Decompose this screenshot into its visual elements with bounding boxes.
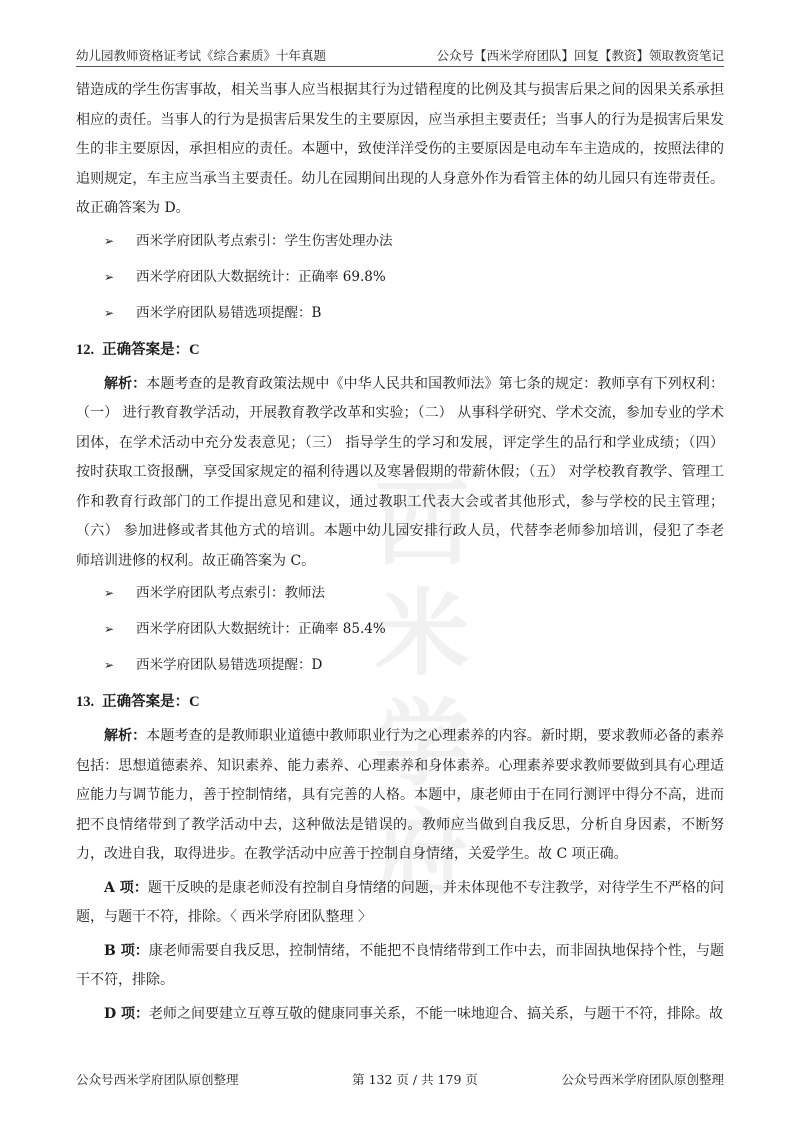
question-number: 13. xyxy=(76,694,95,711)
bullet-item: ➢ 西米学府团队易错选项提醒：D xyxy=(76,648,724,684)
option-text: 康老师需要自我反思，控制情绪，不能把不良情绪带到工作中去，而非固执地保持个性，与题干不符，排除。 xyxy=(76,942,724,988)
analysis-label: 解析： xyxy=(104,728,147,744)
option-label: A 项： xyxy=(104,879,148,896)
arrow-bullet-icon: ➢ xyxy=(104,658,115,673)
page-footer xyxy=(76,1070,724,1088)
bullet-item: ➢ 西米学府团队考点索引：教师法 xyxy=(76,576,724,612)
bullet-item: ➢ 西米学府团队考点索引：学生伤害处理办法 xyxy=(76,224,724,260)
header-divider xyxy=(76,66,724,67)
arrow-bullet-icon: ➢ xyxy=(104,586,115,601)
question-answer-title: 正确答案是：C xyxy=(102,694,200,711)
arrow-bullet-icon: ➢ xyxy=(104,269,115,284)
footer-left: 公众号西米学府团队原创整理 xyxy=(76,1072,239,1087)
header-left-title: 幼儿园教师资格证考试《综合素质》十年真题 xyxy=(76,48,327,63)
q12-bullets xyxy=(76,576,724,684)
question-13-analysis xyxy=(76,722,724,870)
bullet-item: ➢ 西米学府团队大数据统计：正确率 69.8% xyxy=(76,260,724,296)
intro-paragraph: 错造成的学生伤害事故，相关当事人应当根据其行为过错程度的比例及其与损害后果之间的因果关系承担相应的责任。当事人的行为是损害后果发生的主要原因，应当承担主要责任；当事人的行为是损害后果发生的非主要原因，承担相应的责任。本题中，致使洋洋受伤的主要原因是电动车车主造成的，按照法律的追则规定，车主应当承当主要责任。幼儿在园期间出现的人身意外作为看管主体的幼儿园只有连带责任。故正确答案为 D。 xyxy=(76,82,724,216)
page-number: 第 132 页 / 共 179 页 xyxy=(352,1072,478,1087)
header-right-note: 公众号【西米学府团队】回复【教资】领取教资笔记 xyxy=(436,48,724,63)
q11-bullets xyxy=(76,224,724,332)
bullet-item: ➢ 西米学府团队大数据统计：正确率 85.4% xyxy=(76,612,724,648)
option-d-analysis xyxy=(76,1000,724,1030)
option-text: 题干反映的是康老师没有控制自身情绪的问题，并未体现他不专注教学，对待学生不严格的问题，与题干不符，排除。〈 西米学府团队整理 〉 xyxy=(76,879,724,925)
option-text: 老师之间要建立互尊互敬的健康同事关系，不能一味地迎合、搞关系，与题干不符，排除。故 xyxy=(149,1005,724,1022)
option-b-analysis xyxy=(76,937,724,996)
page-header xyxy=(76,44,724,66)
question-12-analysis xyxy=(76,370,724,577)
option-label: D 项： xyxy=(104,1005,150,1022)
watermark-logo: 西米 学府 xyxy=(375,470,470,909)
analysis-label: 解析： xyxy=(104,375,147,392)
analysis-text: 本题考查的是教育政策法规中《中华人民共和国教师法》第七条的规定：教师享有下列权利：（一） 进行教育教学活动，开展教育教学改革和实验；（二） 从事科学研究、学术交流，参加专业的学术团体，在学术活动中充分发表意见；（三） 指导学生的学习和发展，评定学生的品行和学业成绩；（四） 按时获取工资报酬，享受国家规定的福利待遇以及寒暑假期的带薪休假；（五） 对学校教育教学、管理工作和教育行政部门的工作提出意见和建议，通过教职工代表大会或者其他形式，参与学校的民主管理；（六） 参加进修或者其他方式的培训。本题中幼儿园安排行政人员，代替李老师参加培训，侵犯了李老师培训进修的权利。故正确答案为 C。 xyxy=(76,375,724,569)
arrow-bullet-icon: ➢ xyxy=(104,305,115,320)
analysis-text: 本题考查的是教师职业道德中教师职业行为之心理素养的内容。新时期，要求教师必备的素养包括：思想道德素养、知识素养、能力素养、心理素养和身体素养。心理素养要求教师要做到具有心理适应能力与调节能力，善于控制情绪，具有完善的人格。本题中，康老师由于在同行测评中得分不高，进而把不良情绪带到了教学活动中去，这种做法是错误的。教师应当做到自我反思，分析自身因素，不断努力，改进自我，取得进步。在教学活动中应善于控制自身情绪，关爱学生。故 C 项正确。 xyxy=(76,728,724,862)
bullet-item: ➢ 西米学府团队易错选项提醒：B xyxy=(76,296,724,332)
question-answer-title: 正确答案是：C xyxy=(102,341,200,358)
arrow-bullet-icon: ➢ xyxy=(104,622,115,637)
footer-right: 公众号西米学府团队原创整理 xyxy=(561,1072,724,1087)
option-label: B 项： xyxy=(104,942,149,959)
arrow-bullet-icon: ➢ xyxy=(104,233,115,248)
question-12-heading xyxy=(76,332,724,370)
question-13-heading xyxy=(76,684,724,722)
question-number: 12. xyxy=(76,341,95,358)
page-content xyxy=(76,76,724,1029)
option-a-analysis xyxy=(76,874,724,933)
